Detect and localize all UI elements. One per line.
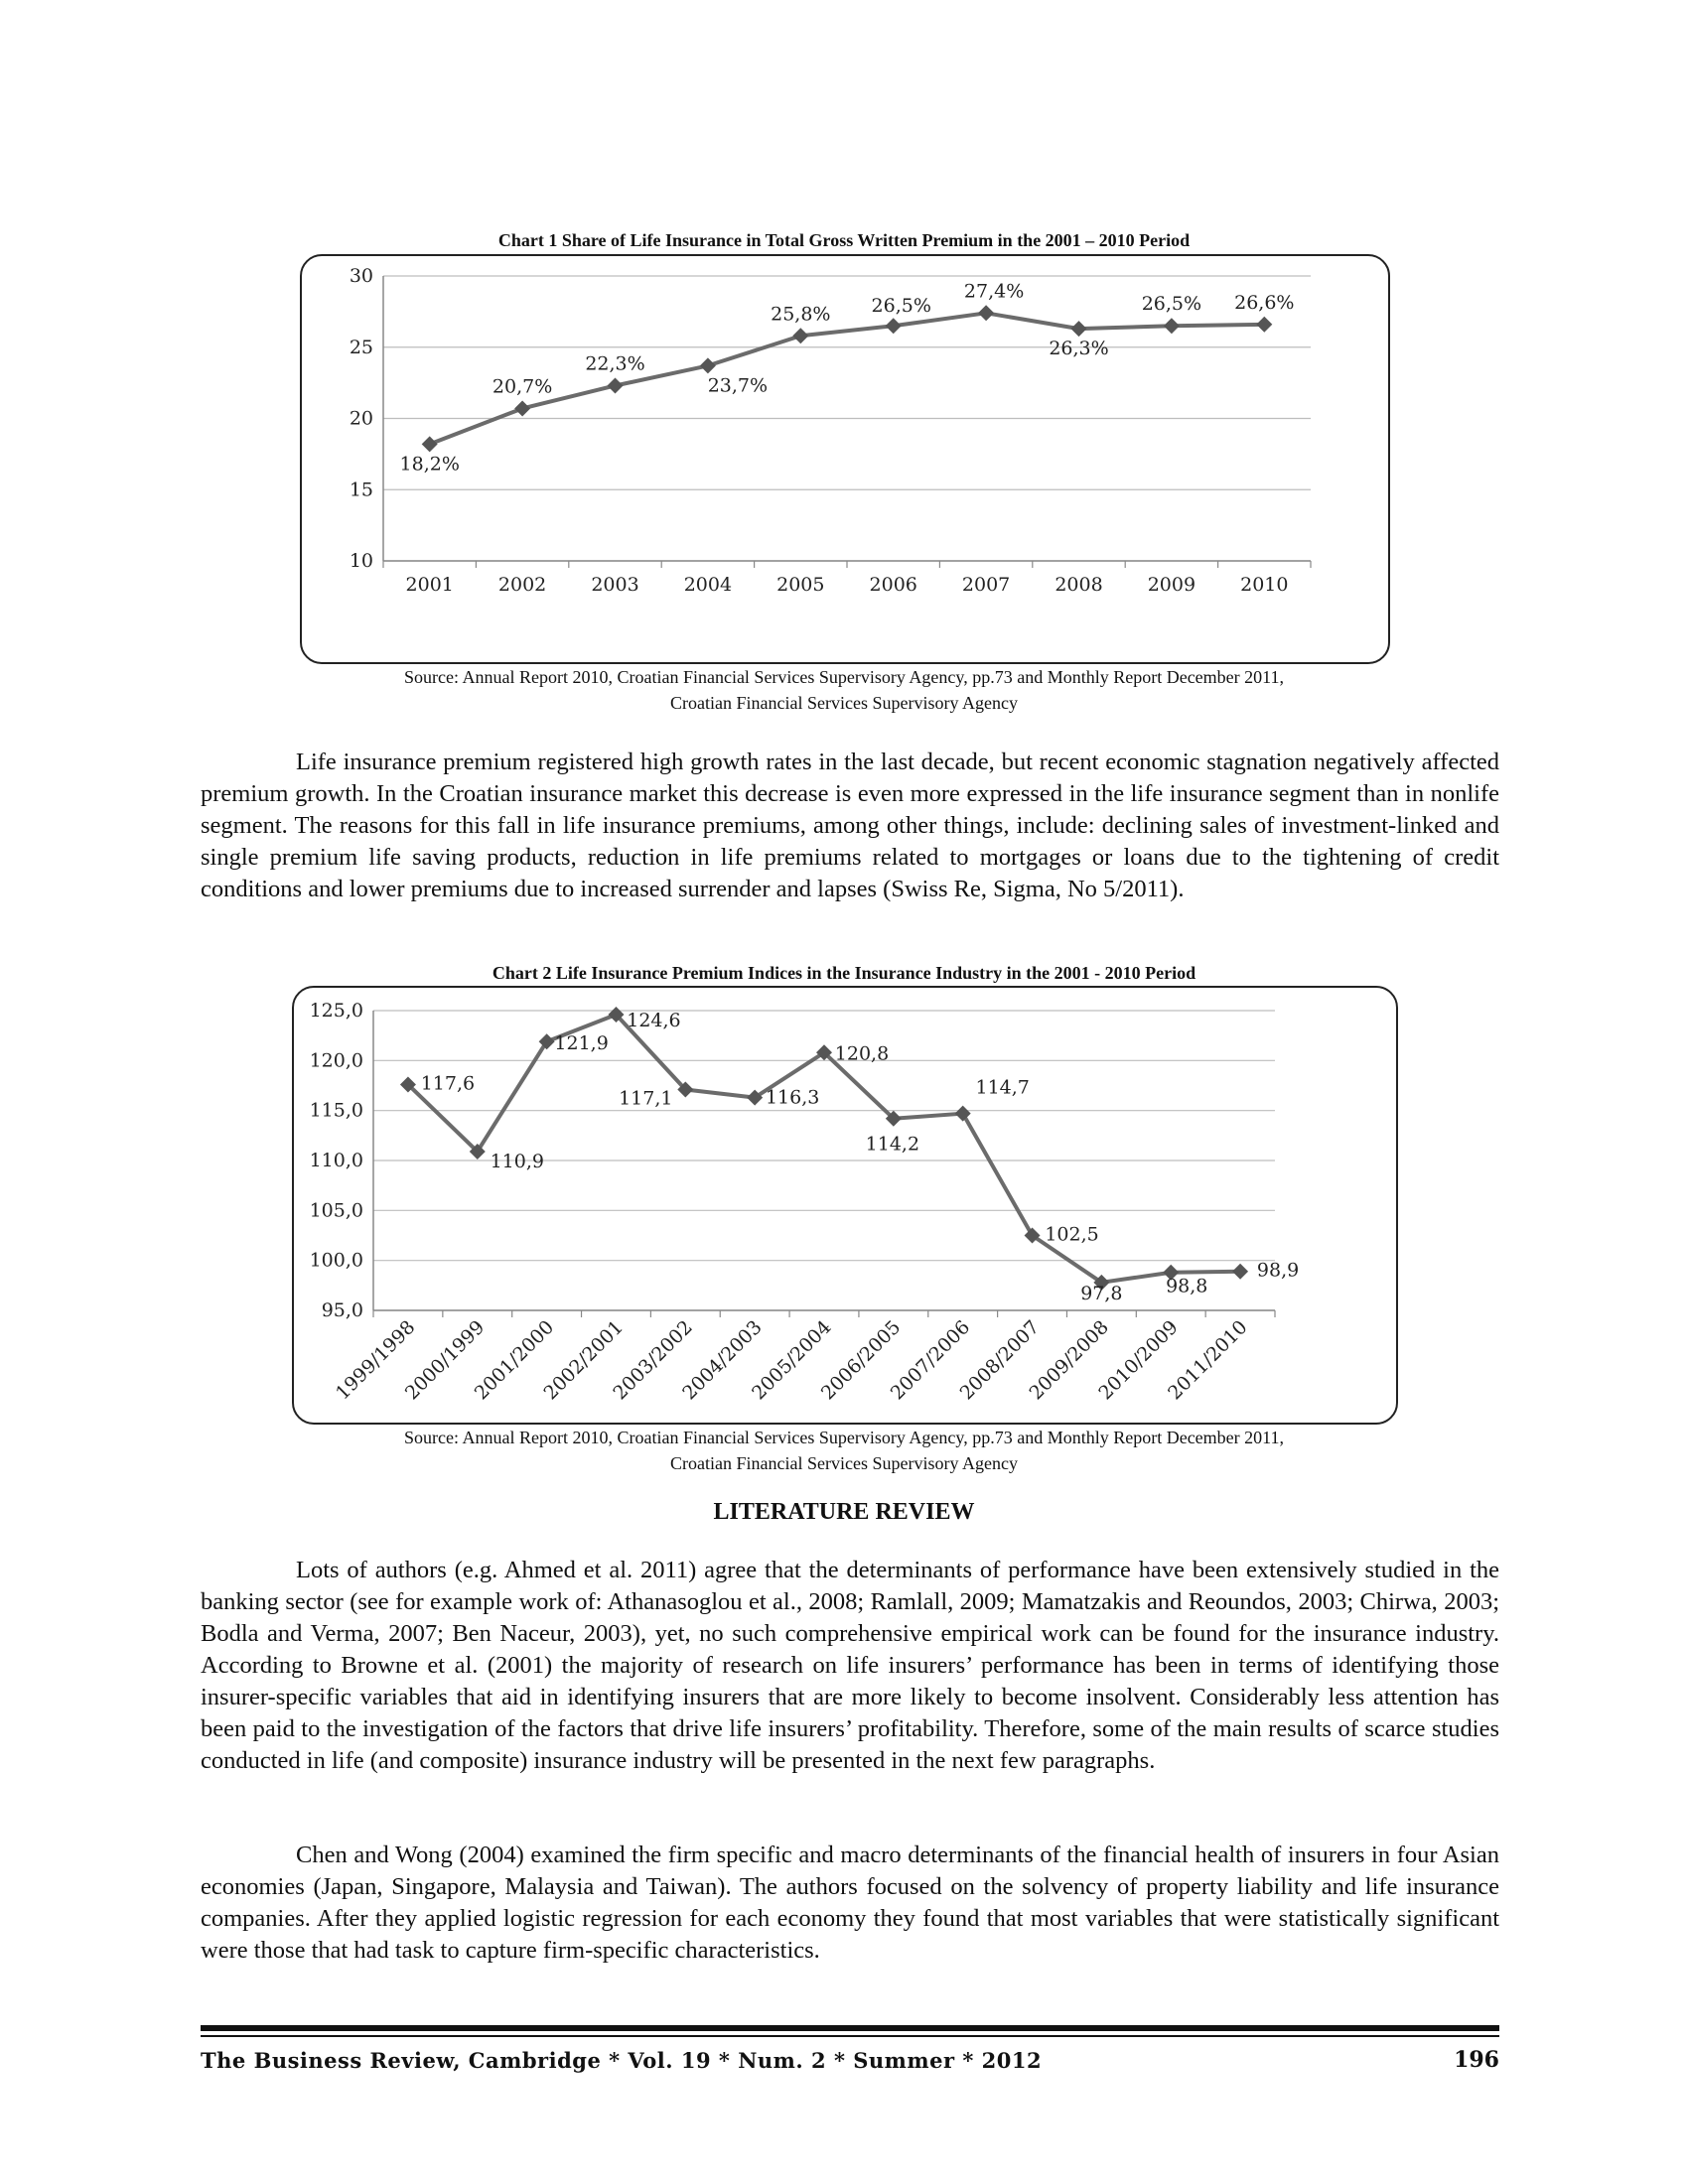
chart1-data-label: 20,7% xyxy=(492,375,553,398)
chart1-data-label: 26,6% xyxy=(1234,291,1295,314)
chart2-data-label: 102,5 xyxy=(1045,1223,1099,1246)
footer-rule-thin xyxy=(201,2035,1499,2037)
chart1-ytick-label: 20 xyxy=(349,407,373,430)
chart1-data-point xyxy=(886,318,902,334)
chart1-data-point xyxy=(1256,317,1272,333)
chart1-xtick-label: 2010 xyxy=(1240,574,1289,596)
footer-journal: The Business Review, Cambridge * Vol. 19 * Num. 2 * Summer * 2012 xyxy=(201,2048,1043,2073)
chart1-data-point xyxy=(422,436,438,452)
chart2-data-label: 97,8 xyxy=(1080,1282,1123,1304)
chart1-xtick-label: 2008 xyxy=(1055,574,1103,596)
chart2-xtick-label: 2008/2007 xyxy=(955,1315,1045,1405)
chart1-series-line xyxy=(430,313,1265,444)
chart2-xtick-label: 2011/2010 xyxy=(1164,1315,1252,1405)
chart2-frame xyxy=(292,986,1398,1425)
chart1-data-point xyxy=(700,357,716,373)
chart1-xtick-label: 2009 xyxy=(1147,574,1196,596)
paragraph-2-text: Lots of authors (e.g. Ahmed et al. 2011) agree that the determinants of performance have been extensively studied in the banking sector (see for example work of: Athanasoglou et al., 2008; Ramlall, 2009; Mamatzakis and Reoundos, 2003; Chirwa, 2003; Bodla and Verma, 2007; Ben Naceur, 2003), yet, no such comprehensive empirical work can be found for the insurance industry. According to Browne et al. (2001) the majority of research on life insurers’ performance has been in terms of identifying those insurer-specific variables that aid in identifying insurers that are more likely to become insolvent. Considerably less attention has been paid to the investigation of the factors that drive life insurers’ profitability. Therefore, some of the main results of scarce studies conducted in life (and composite) insurance industry will be presented in the next few paragraphs. xyxy=(201,1557,1499,1774)
chart1-source xyxy=(248,664,1440,716)
chart2-xtick-label: 2006/2005 xyxy=(816,1315,906,1405)
paragraph-1 xyxy=(201,747,1499,905)
chart2-ytick-label: 105,0 xyxy=(309,1199,363,1222)
chart2-xtick-label: 2009/2008 xyxy=(1025,1315,1113,1405)
chart2-xtick-label: 2005/2004 xyxy=(748,1315,836,1405)
chart2-source-line2: Croatian Financial Services Supervisory Agency xyxy=(670,1453,1018,1473)
chart2-xtick-label: 2004/2003 xyxy=(678,1315,767,1405)
chart2-xtick-label: 2000/1999 xyxy=(400,1315,490,1405)
chart1-xtick-label: 2005 xyxy=(776,574,825,596)
chart1-ytick-label: 15 xyxy=(349,478,373,501)
chart1-xtick-label: 2001 xyxy=(405,574,454,596)
paragraph-3-text: Chen and Wong (2004) examined the firm specific and macro determinants of the financial health of insurers in four Asian economies (Japan, Singapore, Malaysia and Taiwan). The authors focused on the solvency of property liability and life insurance companies. After they applied logistic regression for each economy they found that most variables that were statistically significant were those that had task to capture firm-specific characteristics. xyxy=(201,1842,1499,1964)
chart1-title: Chart 1 Share of Life Insurance in Total Gross Written Premium in the 2001 – 2010 Period xyxy=(497,230,1191,250)
chart2-source-line1: Source: Annual Report 2010, Croatian Financial Services Supervisory Agency, pp.73 and Monthly Report December 2011, xyxy=(404,1428,1284,1447)
chart2-data-label: 110,9 xyxy=(490,1150,544,1172)
chart1-ytick-label: 10 xyxy=(349,550,373,572)
chart2-data-label: 121,9 xyxy=(554,1032,609,1055)
chart2-ytick-label: 95,0 xyxy=(321,1299,363,1321)
chart1-data-label: 22,3% xyxy=(585,352,645,375)
chart1-data-point xyxy=(608,377,624,393)
chart2-data-label: 117,1 xyxy=(619,1087,673,1110)
paragraph-1-text: Life insurance premium registered high growth rates in the last decade, but recent economic stagnation negatively affected premium growth. In the Croatian insurance market this decrease is even more expressed in the life insurance segment than in nonlife segment. The reasons for this fall in life insurance premiums, among other things, include: declining sales of investment-linked and single premium life saving products, reduction in life premiums related to mortgages or loans due to the tightening of credit conditions and lower premiums due to increased surrender and lapses (Swiss Re, Sigma, No 5/2011). xyxy=(201,749,1499,902)
chart1-data-point xyxy=(792,328,808,343)
chart2-xtick-label: 2010/2009 xyxy=(1094,1315,1183,1405)
chart2-plot xyxy=(294,988,1395,1422)
chart2-xtick-label: 2001/2000 xyxy=(470,1315,559,1405)
chart1-data-label: 26,5% xyxy=(1141,293,1202,316)
chart1-data-label: 26,3% xyxy=(1049,338,1109,360)
chart1-data-label: 25,8% xyxy=(771,303,831,326)
paragraph-2 xyxy=(201,1555,1499,1777)
chart2-data-label: 114,7 xyxy=(975,1076,1030,1099)
chart1-frame xyxy=(300,254,1390,664)
chart1-data-point xyxy=(1164,318,1180,334)
chart1-source-line1: Source: Annual Report 2010, Croatian Financial Services Supervisory Agency, pp.73 and Monthly Report December 2011, xyxy=(404,667,1284,687)
chart1-data-label: 23,7% xyxy=(707,374,769,397)
chart2-data-label: 116,3 xyxy=(765,1086,820,1109)
chart1-xtick-label: 2004 xyxy=(683,574,733,596)
chart2-source xyxy=(248,1425,1440,1476)
chart2-data-label: 117,6 xyxy=(420,1072,476,1095)
chart1-xtick-label: 2006 xyxy=(869,574,917,596)
chart2-data-label: 98,9 xyxy=(1256,1259,1300,1282)
chart2-ytick-label: 115,0 xyxy=(309,1099,363,1122)
chart2-xtick-label: 1999/1998 xyxy=(331,1315,420,1405)
chart1-data-point xyxy=(978,305,994,321)
chart1-data-point xyxy=(514,400,530,416)
chart2-ytick-label: 100,0 xyxy=(309,1249,363,1272)
chart1-xtick-label: 2003 xyxy=(591,574,639,596)
chart2-ytick-label: 110,0 xyxy=(309,1150,363,1171)
footer-page-number: 196 xyxy=(1454,2047,1499,2073)
chart1-xtick-label: 2007 xyxy=(961,574,1011,596)
chart2-xtick-label: 2003/2002 xyxy=(609,1315,697,1405)
chart1-source-line2: Croatian Financial Services Supervisory Agency xyxy=(670,693,1018,713)
chart2-data-point xyxy=(1232,1264,1248,1280)
chart1-plot xyxy=(302,256,1387,661)
chart1-xtick-label: 2002 xyxy=(497,574,547,596)
chart2-data-label: 98,8 xyxy=(1166,1275,1208,1297)
chart1-data-label: 27,4% xyxy=(963,280,1025,303)
chart2-ytick-label: 120,0 xyxy=(309,1049,363,1072)
chart2-xtick-label: 2002/2001 xyxy=(539,1315,628,1405)
chart1-ytick-label: 25 xyxy=(349,336,373,358)
chart2-data-label: 114,2 xyxy=(865,1133,920,1156)
chart2-data-point xyxy=(955,1106,971,1122)
chart1-data-label: 18,2% xyxy=(399,453,460,476)
chart2-data-label: 120,8 xyxy=(834,1042,890,1065)
chart2-xtick-label: 2007/2006 xyxy=(886,1315,975,1405)
chart1-ytick-label: 30 xyxy=(349,265,373,287)
footer-rule-thick xyxy=(201,2025,1499,2031)
section-heading: LITERATURE REVIEW xyxy=(713,1499,975,1525)
chart1-data-label: 26,5% xyxy=(871,295,931,318)
paragraph-3 xyxy=(201,1840,1499,1967)
chart2-ytick-label: 125,0 xyxy=(309,1000,363,1022)
chart1-data-point xyxy=(1071,321,1087,337)
chart2-title: Chart 2 Life Insurance Premium Indices in the Insurance Industry in the 2001 - 2010 Period xyxy=(492,963,1196,983)
chart2-data-label: 124,6 xyxy=(627,1010,681,1032)
